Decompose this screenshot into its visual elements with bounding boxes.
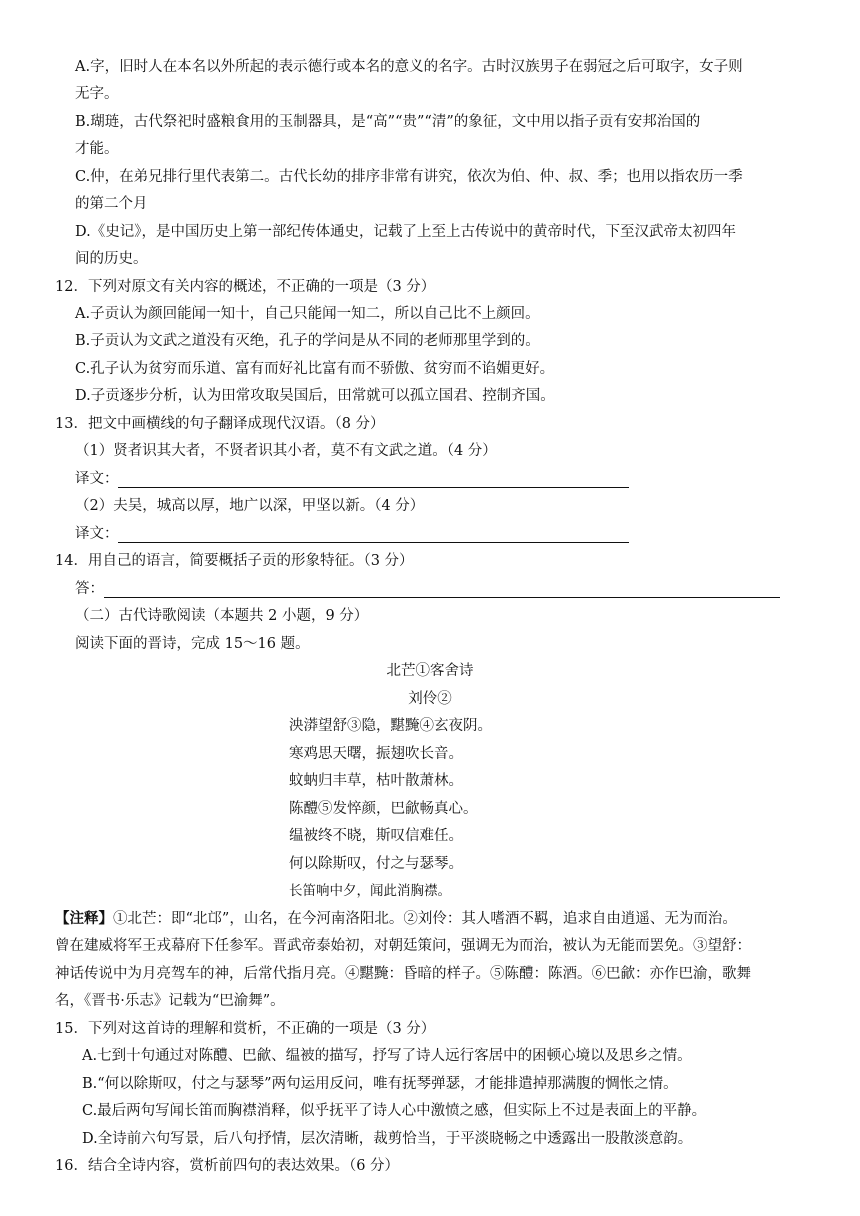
q13-answer-line-2[interactable]	[118, 542, 629, 543]
q15-option-b: B.“何以除斯叹，付之与瑟琴”两句运用反问，唯有抚琴弹瑟，才能排遣掉那满腹的惆怅之情。	[82, 1076, 678, 1092]
q11-option-d-cont: 间的历史。	[75, 251, 148, 267]
notes-first-line	[55, 909, 737, 929]
q12-option-c: C.孔子认为贫穷而乐道、富有而好礼比富有而不骄傲、贫穷而不谄媚更好。	[75, 361, 555, 377]
q13-answer-label-1: 译文：	[75, 471, 119, 487]
q13-sentence-2: （2）夫吴，城高以厚，地广以深，甲坚以新。（4 分）	[75, 498, 425, 514]
q13-stem: 13．把文中画横线的句子翻译成现代汉语。（8 分）	[55, 416, 385, 432]
q14-stem: 14．用自己的语言，简要概括子贡的形象特征。（3 分）	[55, 553, 414, 569]
poem-line: 长笛响中夕，闻此消胸襟。	[289, 883, 451, 899]
poem-line: 何以除斯叹，付之与瑟琴。	[289, 856, 463, 872]
section-2-heading: （二）古代诗歌阅读（本题共 2 小题，9 分）	[75, 608, 369, 624]
poem-title: 北芒①客舍诗	[386, 663, 474, 679]
poem-line: 泱漭望舒③隐，黮黤④玄夜阴。	[289, 718, 492, 734]
poem-line: 寒鸡思天曙，振翅吹长音。	[289, 746, 463, 762]
q11-option-c: C.仲，在弟兄排行里代表第二。古代长幼的排序非常有讲究，依次为伯、仲、叔、季；也用以指农历一季	[75, 169, 743, 185]
q13-answer-label-2: 译文：	[75, 526, 119, 542]
q15-option-d: D.全诗前六句写景，后八句抒情，层次清晰，裁剪恰当，于平淡晓畅之中透露出一股散淡意韵。	[82, 1131, 693, 1147]
q13-answer-line-1[interactable]	[118, 487, 629, 488]
q15-option-c: C.最后两句写闻长笛而胸襟消释，似乎抚平了诗人心中激愤之感，但实际上不过是表面上的平静。	[82, 1103, 707, 1119]
poem-line: 陈醴⑤发悴颜，巴歈畅真心。	[289, 801, 478, 817]
q14-answer-label: 答：	[75, 581, 104, 597]
q15-option-a: A.七到十句通过对陈醴、巴歈、缊被的描写，抒写了诗人远行客居中的困顿心境以及思乡之情。	[82, 1048, 692, 1064]
q12-option-a: A.子贡认为颜回能闻一知十，自己只能闻一知二，所以自己比不上颜回。	[75, 306, 540, 322]
notes-line: 名，《晋书·乐志》记载为“巴渝舞”。	[55, 993, 285, 1009]
q11-option-d: D.《史记》，是中国历史上第一部纪传体通史，记载了上至上古传说中的黄帝时代，下至汉武帝太初四年	[75, 224, 736, 240]
q11-option-b-cont: 才能。	[75, 141, 119, 157]
q15-stem: 15．下列对这首诗的理解和赏析，不正确的一项是（3 分）	[55, 1021, 436, 1037]
q11-option-a: A.字，旧时人在本名以外所起的表示德行或本名的意义的名字。古时汉族男子在弱冠之后可取字，女子则	[75, 59, 743, 75]
poem-line: 蚊蚋归丰草，枯叶散萧林。	[289, 773, 463, 789]
notes-text: ①北芒：即“北邙”，山名，在今河南洛阳北。②刘伶：其人嗜酒不羁，追求自由逍遥、无为而治。	[113, 911, 737, 927]
q16-stem: 16．结合全诗内容，赏析前四句的表达效果。（6 分）	[55, 1158, 400, 1174]
q12-option-b: B.子贡认为文武之道没有灭绝，孔子的学问是从不同的老师那里学到的。	[75, 333, 540, 349]
q12-stem: 12．下列对原文有关内容的概述，不正确的一项是（3 分）	[55, 279, 436, 295]
q14-answer-line[interactable]	[104, 597, 780, 598]
poem-line: 缊被终不晓，斯叹信难任。	[289, 828, 463, 844]
notes-label: 【注释】	[55, 910, 113, 927]
q12-option-d: D.子贡逐步分析，认为田常攻取吴国后，田常就可以孤立国君、控制齐国。	[75, 388, 555, 404]
q11-option-b: B.瑚琏，古代祭祀时盛粮食用的玉制器具，是“高”“贵”“清”的象征，文中用以指子贡有安邦治国的	[75, 114, 701, 130]
q11-option-a-cont: 无字。	[75, 86, 119, 102]
section-2-intro: 阅读下面的晋诗，完成 15～16 题。	[75, 636, 310, 652]
q13-sentence-1: （1）贤者识其大者，不贤者识其小者，莫不有文武之道。（4 分）	[75, 443, 497, 459]
poem-author: 刘伶②	[408, 691, 452, 707]
notes-line: 曾在建威将军王戎幕府下任参军。晋武帝泰始初，对朝廷策问，强调无为而治，被认为无能而罢免。③望舒：	[55, 938, 751, 954]
notes-line: 神话传说中为月亮驾车的神，后常代指月亮。④黮黤：昏暗的样子。⑤陈醴：陈酒。⑥巴歈：亦作巴渝，歌舞	[55, 966, 751, 982]
q11-option-c-cont: 的第二个月	[75, 196, 148, 212]
